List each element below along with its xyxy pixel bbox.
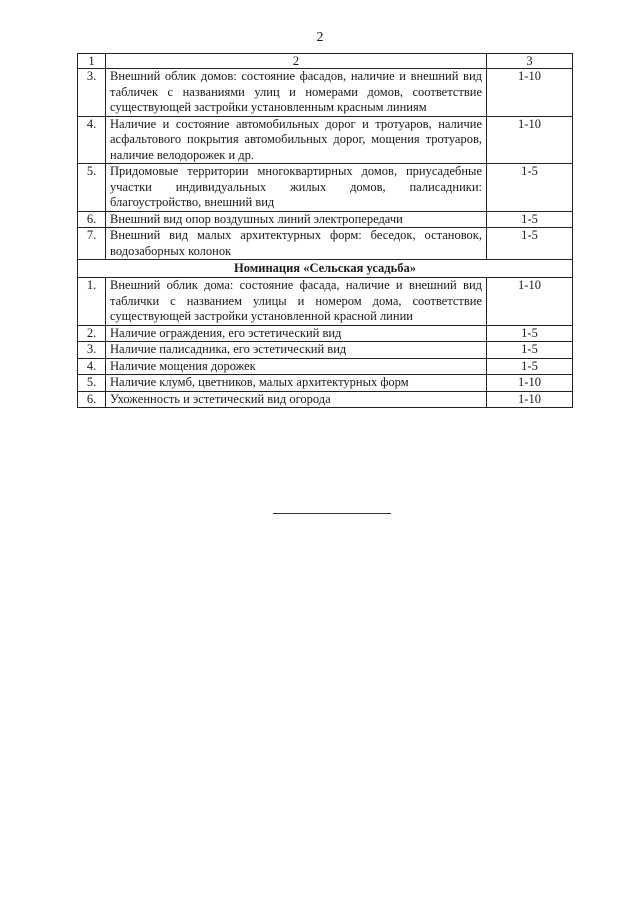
row-number: 6. xyxy=(78,211,106,228)
row-score: 1-10 xyxy=(487,116,573,164)
section-title: Номинация «Сельская усадьба» xyxy=(78,260,573,278)
row-criterion: Внешний вид малых архитектурных форм: беседок, остановок, водозаборных колонок xyxy=(106,228,487,260)
table-row xyxy=(78,116,573,164)
row-number: 5. xyxy=(78,375,106,392)
row-score: 1-5 xyxy=(487,211,573,228)
table-row xyxy=(78,278,573,326)
table-row xyxy=(78,69,573,117)
row-number: 5. xyxy=(78,164,106,212)
row-score: 1-10 xyxy=(487,278,573,326)
column-header-score: 3 xyxy=(487,54,573,69)
row-criterion: Внешний облик домов: состояние фасадов, наличие и внешний вид табличек с названиями улиц и номерами домов, соответствие существующей застройки установленным красным линиям xyxy=(106,69,487,117)
row-score: 1-5 xyxy=(487,228,573,260)
column-header-criterion: 2 xyxy=(106,54,487,69)
row-criterion: Придомовые территории многоквартирных домов, приусадебные участки индивидуальных жилых домов, палисадники: благоустройство, внешний вид xyxy=(106,164,487,212)
row-criterion: Наличие палисадника, его эстетический вид xyxy=(106,342,487,359)
row-criterion: Внешний вид опор воздушных линий электропередачи xyxy=(106,211,487,228)
column-header-number: 1 xyxy=(78,54,106,69)
row-criterion: Наличие мощения дорожек xyxy=(106,358,487,375)
table-row xyxy=(78,342,573,359)
row-number: 2. xyxy=(78,325,106,342)
section-header-row xyxy=(78,260,573,278)
row-criterion: Наличие клумб, цветников, малых архитектурных форм xyxy=(106,375,487,392)
row-score: 1-5 xyxy=(487,342,573,359)
table-row xyxy=(78,391,573,408)
table-row xyxy=(78,164,573,212)
row-number: 3. xyxy=(78,69,106,117)
row-score: 1-10 xyxy=(487,391,573,408)
table-row xyxy=(78,325,573,342)
row-number: 6. xyxy=(78,391,106,408)
row-number: 1. xyxy=(78,278,106,326)
page-number: 2 xyxy=(316,30,324,45)
row-number: 7. xyxy=(78,228,106,260)
row-score: 1-5 xyxy=(487,164,573,212)
row-criterion: Наличие и состояние автомобильных дорог и тротуаров, наличие асфальтового покрытия автомобильных дорог, мощения тротуаров, наличие велодорожек и др. xyxy=(106,116,487,164)
row-number: 4. xyxy=(78,116,106,164)
row-score: 1-10 xyxy=(487,375,573,392)
table-row xyxy=(78,375,573,392)
criteria-table xyxy=(77,53,573,408)
row-criterion: Внешний облик дома: состояние фасада, наличие и внешний вид таблички с названием улицы и номером дома, соответствие существующей застройки установленной красной линии xyxy=(106,278,487,326)
row-number: 4. xyxy=(78,358,106,375)
table-row xyxy=(78,358,573,375)
row-criterion: Ухоженность и эстетический вид огорода xyxy=(106,391,487,408)
row-criterion: Наличие ограждения, его эстетический вид xyxy=(106,325,487,342)
end-divider-line xyxy=(273,513,391,514)
row-score: 1-10 xyxy=(487,69,573,117)
table-row xyxy=(78,228,573,260)
row-score: 1-5 xyxy=(487,358,573,375)
row-score: 1-5 xyxy=(487,325,573,342)
row-number: 3. xyxy=(78,342,106,359)
table-row xyxy=(78,211,573,228)
table-header-row xyxy=(78,54,573,69)
